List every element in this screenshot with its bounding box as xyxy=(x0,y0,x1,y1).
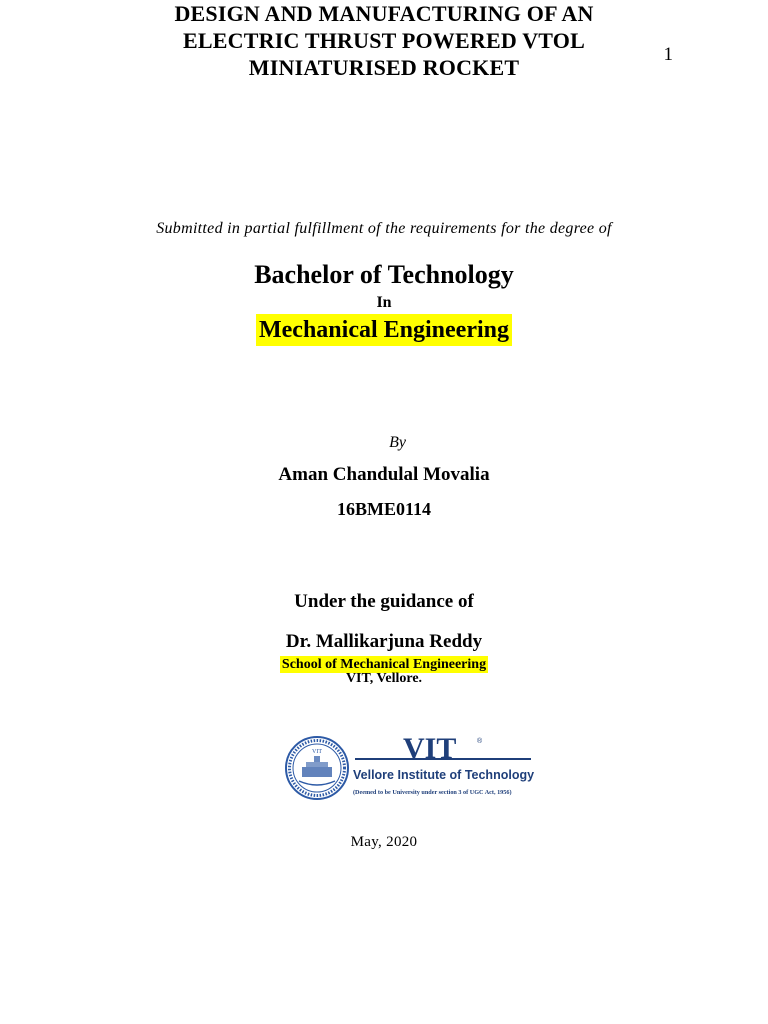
logo-tagline: (Deemed to be University under section 3 of UGC Act, 1956) xyxy=(353,789,512,796)
submission-statement: Submitted in partial fulfillment of the requirements for the degree of xyxy=(156,220,612,237)
guidance-label: Under the guidance of xyxy=(294,591,474,612)
title-line-2: ELECTRIC THRUST POWERED VTOL xyxy=(183,28,585,53)
logo-registered-mark: ® xyxy=(477,738,483,745)
author-name: Aman Chandulal Movalia xyxy=(278,464,490,485)
vit-logo-graphic xyxy=(285,733,535,803)
submission-date: May, 2020 xyxy=(350,834,418,850)
institute-place: VIT, Vellore. xyxy=(345,671,423,686)
vit-logo xyxy=(285,733,535,803)
logo-wordmark: VIT xyxy=(403,733,457,765)
vit-seal-icon xyxy=(286,737,348,799)
major-name: Mechanical Engineering xyxy=(256,314,512,346)
title-line-1: DESIGN AND MANUFACTURING OF AN xyxy=(174,1,594,26)
seal-text: VIT xyxy=(312,749,322,755)
major-container xyxy=(0,314,768,346)
logo-full-name: Vellore Institute of Technology xyxy=(353,768,535,782)
title-line-3: MINIATURISED ROCKET xyxy=(248,55,520,80)
by-label: By xyxy=(389,434,406,451)
in-label: In xyxy=(376,294,392,311)
registration-number: 16BME0114 xyxy=(336,499,431,519)
page-number: 1 xyxy=(663,44,673,65)
school-name: School of Mechanical Engineering xyxy=(281,657,487,672)
degree-name: Bachelor of Technology xyxy=(254,260,514,289)
guide-name: Dr. Mallikarjuna Reddy xyxy=(285,631,483,652)
thesis-title xyxy=(0,0,768,81)
